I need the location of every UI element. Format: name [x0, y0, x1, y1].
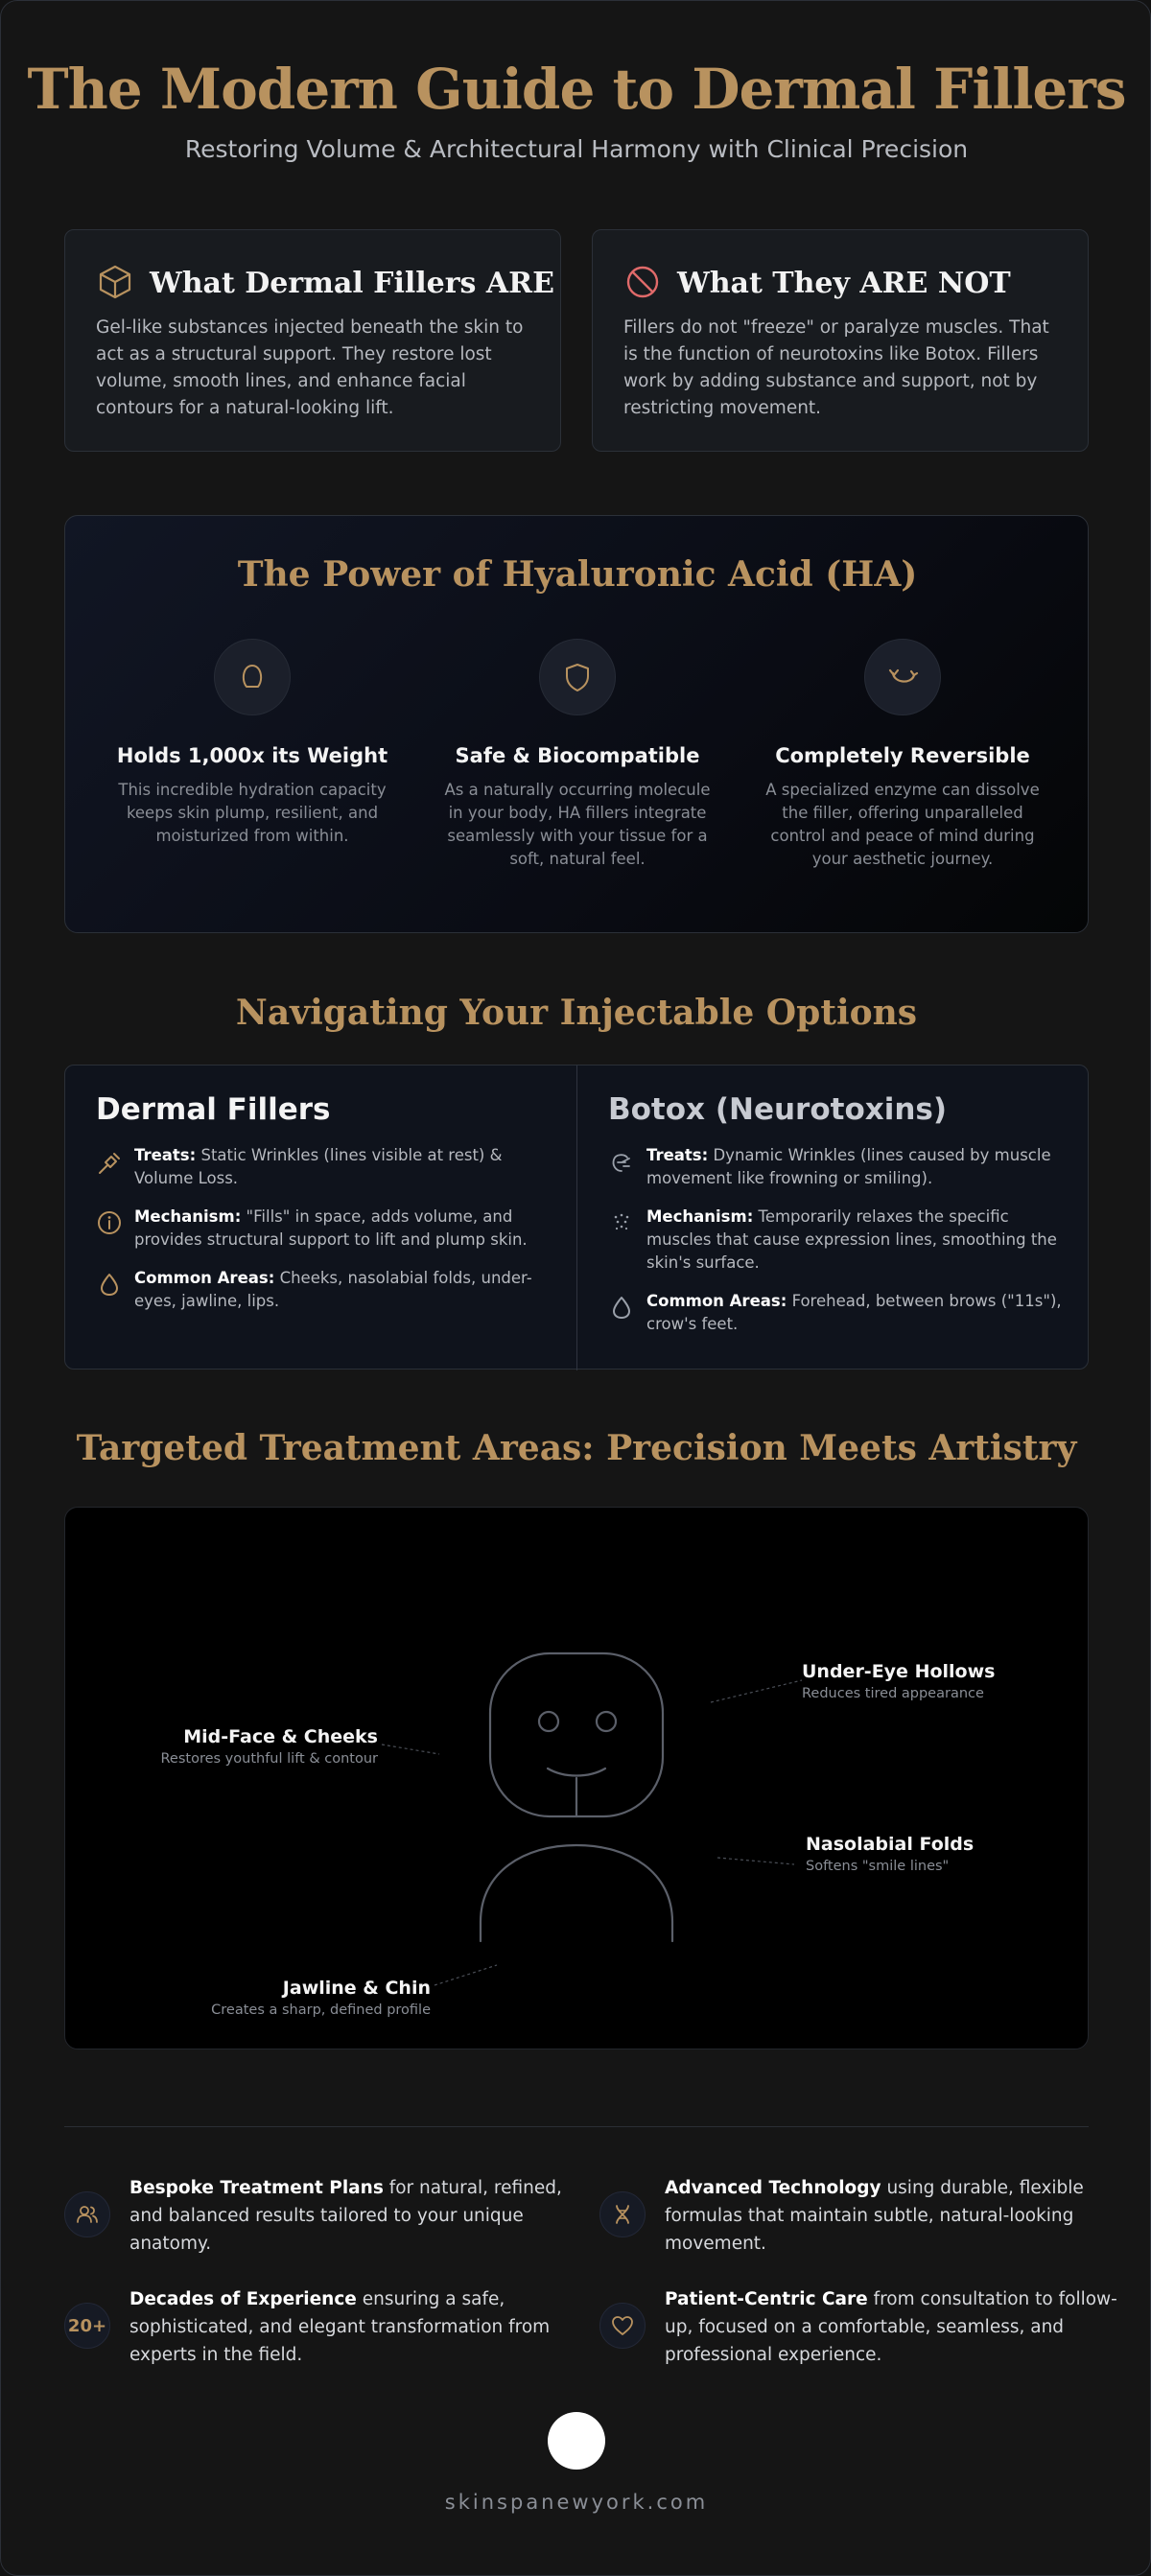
- info-icon: [96, 1209, 123, 1236]
- feature-item: [665, 2285, 1125, 2369]
- divider: [64, 2126, 1089, 2127]
- hyaluronic-acid-panel: [64, 515, 1089, 933]
- undo-arrow-icon: [885, 660, 920, 694]
- icon-circle: [539, 639, 616, 715]
- row-text: Forehead, between brows ("11s"), crow's feet.: [646, 1292, 1062, 1333]
- icon-circle: [214, 639, 291, 715]
- botox-title: Botox (Neurotoxins): [608, 1092, 948, 1127]
- label-nasolabial-sub: Softens "smile lines": [806, 1859, 950, 1874]
- label-nasolabial: Nasolabial Folds: [806, 1834, 975, 1855]
- botox-row: [646, 1144, 1069, 1190]
- feature-text: from consultation to follow-up, focused on a comfortable, seamless, and professional experience.: [665, 2289, 1117, 2365]
- fillers-title: Dermal Fillers: [96, 1092, 331, 1127]
- ha-feature: [438, 639, 716, 871]
- feature-text: using durable, flexible formulas that maintain subtle, natural-looking movement.: [665, 2178, 1084, 2254]
- logo: [548, 2412, 605, 2470]
- face-wave-icon: [608, 1150, 635, 1177]
- feature-icon-circle: [599, 2303, 646, 2349]
- feature-icon-circle: [599, 2191, 646, 2237]
- ha-feature-title: Safe & Biocompatible: [455, 744, 700, 767]
- divider: [576, 1066, 577, 1370]
- experience-badge: 20+: [67, 2315, 107, 2336]
- feature-item: [129, 2174, 590, 2258]
- row-text: Static Wrinkles (lines visible at rest) & Volume Loss.: [134, 1146, 503, 1187]
- dna-icon: [610, 2202, 635, 2227]
- card-title: What They ARE NOT: [677, 267, 1011, 300]
- feature-text: ensuring a safe, sophisticated, and elegant transformation from experts in the field.: [129, 2289, 551, 2365]
- cube-icon: [96, 263, 134, 301]
- label-mid-face-sub: Restores youthful lift & contour: [160, 1751, 378, 1767]
- ha-feature-text: This incredible hydration capacity keeps skin plump, resilient, and moisturized from within.: [118, 781, 387, 845]
- ha-feature: [763, 639, 1042, 871]
- droplet-icon: [608, 1294, 635, 1321]
- fillers-row: [134, 1144, 556, 1190]
- label-under-eye: Under-Eye Hollows: [802, 1661, 996, 1682]
- label-mid-face: Mid-Face & Cheeks: [183, 1726, 378, 1747]
- prohibited-icon: [623, 263, 662, 301]
- row-label: Treats:: [134, 1146, 197, 1164]
- face-illustration: [65, 1508, 1090, 2050]
- card-title: What Dermal Fillers ARE: [150, 267, 554, 300]
- feature-text: for natural, refined, and balanced results tailored to your unique anatomy.: [129, 2178, 562, 2254]
- feature-title: Decades of Experience: [129, 2289, 357, 2309]
- fillers-row: [134, 1267, 556, 1313]
- row-label: Mechanism:: [134, 1207, 242, 1226]
- droplet-outline-icon: [236, 661, 269, 693]
- row-text: Cheeks, nasolabial folds, under-eyes, jawline, lips.: [134, 1269, 532, 1310]
- card-what-fillers-are: [64, 229, 561, 452]
- icon-circle: [864, 639, 941, 715]
- syringe-icon: [96, 1150, 123, 1177]
- label-under-eye-sub: Reduces tired appearance: [802, 1686, 984, 1701]
- website-link[interactable]: skinspanewyork.com: [444, 2491, 709, 2514]
- row-label: Common Areas:: [134, 1269, 275, 1287]
- card-text: Fillers do not "freeze" or paralyze muscles. That is the function of neurotoxins like Botox. Fillers work by adding substance and support, not by restricting movement.: [623, 317, 1049, 418]
- ha-feature-text: A specialized enzyme can dissolve the filler, offering unparalleled control and peace of mind during your aesthetic journey.: [765, 781, 1040, 868]
- card-text: Gel-like substances injected beneath the skin to act as a structural support. They restore lost volume, smooth lines, and enhance facial contours for a natural-looking lift.: [96, 317, 524, 418]
- page-title: The Modern Guide to Dermal Fillers: [27, 57, 1126, 122]
- feature-item: [665, 2174, 1125, 2258]
- feature-icon-circle: [64, 2191, 110, 2237]
- row-label: Mechanism:: [646, 1207, 754, 1226]
- face-diagram-panel: [64, 1507, 1089, 2049]
- users-icon: [75, 2202, 100, 2227]
- sparkle-dots-icon: [608, 1209, 635, 1236]
- ha-feature-title: Holds 1,000x its Weight: [116, 744, 388, 767]
- botox-row: [646, 1290, 1069, 1336]
- feature-title: Bespoke Treatment Plans: [129, 2178, 384, 2198]
- section-title: Navigating Your Injectable Options: [235, 993, 918, 1033]
- ha-feature: [113, 639, 391, 848]
- feature-icon-circle: [64, 2303, 110, 2349]
- label-jawline-sub: Creates a sharp, defined profile: [211, 2002, 431, 2018]
- comparison-panel: [64, 1065, 1089, 1370]
- row-label: Treats:: [646, 1146, 709, 1164]
- feature-title: Patient-Centric Care: [665, 2289, 868, 2309]
- row-text: "Fills" in space, adds volume, and provides structural support to lift and plump skin.: [134, 1207, 528, 1249]
- feature-title: Advanced Technology: [665, 2178, 881, 2198]
- card-what-fillers-are-not: [592, 229, 1089, 452]
- row-text: Temporarily relaxes the specific muscles that cause expression lines, smoothing the skin's surface.: [646, 1207, 1057, 1272]
- row-text: Dynamic Wrinkles (lines caused by muscle movement like frowning or smiling).: [646, 1146, 1051, 1187]
- fillers-row: [134, 1206, 556, 1252]
- botox-row: [646, 1206, 1069, 1275]
- shield-icon: [561, 661, 594, 693]
- label-jawline: Jawline & Chin: [282, 1978, 431, 1999]
- heart-icon: [610, 2313, 635, 2338]
- ha-feature-text: As a naturally occurring molecule in your body, HA fillers integrate seamlessly with your tissue for a soft, natural feel.: [444, 781, 711, 868]
- section-title: The Power of Hyaluronic Acid (HA): [237, 554, 918, 595]
- droplet-icon: [96, 1271, 123, 1298]
- section-title: Targeted Treatment Areas: Precision Meets Artistry: [76, 1428, 1077, 1468]
- ha-feature-title: Completely Reversible: [775, 744, 1030, 767]
- page-subtitle: Restoring Volume & Architectural Harmony with Clinical Precision: [184, 135, 969, 163]
- row-label: Common Areas:: [646, 1292, 787, 1310]
- feature-item: [129, 2285, 590, 2369]
